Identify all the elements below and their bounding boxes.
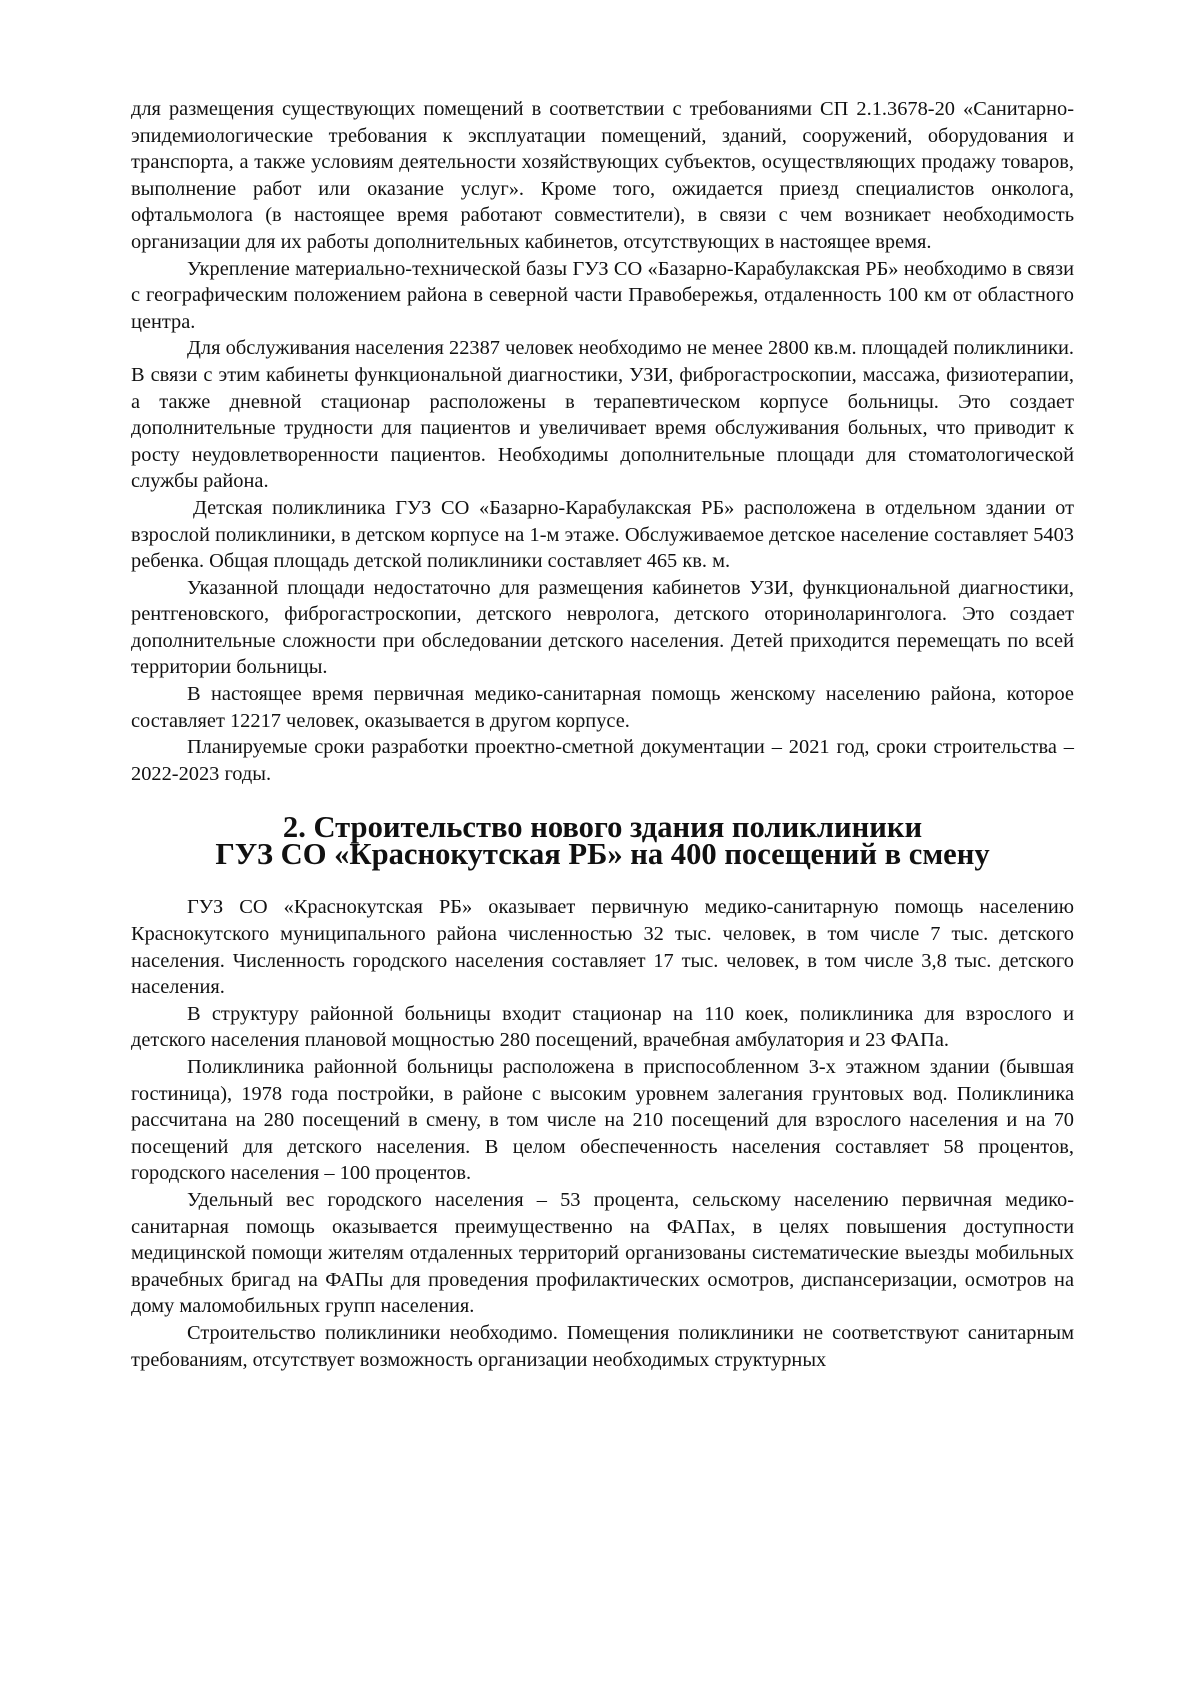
paragraph-clinic-building: Поликлиника районной больницы расположена в приспособленном 3-х этажном здании (бывшая гостиница), 1978 года постройки, в районе с высоким уровнем залегания грунтовых вод. Поликлиника рассчитана на 280 посещений в смену, в том числе на 210 посещений для взрослого населения и на 70 посещений для детского населения. В целом обеспеченность населения составляет 58 процентов, городского населения – 100 процентов. (131, 1056, 1074, 1185)
paragraph-children-clinic: Детская поликлиника ГУЗ СО «Базарно-Карабулакская РБ» расположена в отдельном здании от взрослой поликлиники, в детском корпусе на 1-м этаже. Обслуживаемое детское население составляет 5403 ребенка. Общая площадь детской поликлиники составляет 465 кв. м. (131, 496, 1074, 573)
section-spacer (131, 868, 1074, 894)
paragraph-area-insufficient: Указанной площади недостаточно для размещения кабинетов УЗИ, функциональной диагностики, рентгеновского, фиброгастроскопии, детского невролога, детского оториноларинголога. Это создает дополнительные сложности при обследовании детского населения. Детей приходится перемещать по всей территории больницы. (131, 576, 1074, 679)
paragraph-urban-share: Удельный вес городского населения – 53 процента, сельскому населению первичная медико-санитарная помощь оказывается преимущественно на ФАПах, в целях повышения доступности медицинской помощи жителям отдаленных территорий организованы систематические выезды мобильных врачебных бригад на ФАПы для проведения профилактических осмотров, диспансеризации, осмотров на дому маломобильных групп населения. (131, 1188, 1074, 1318)
section-heading-line-1: 2. Строительство нового здания поликлиники (282, 810, 923, 845)
paragraph-timeline: Планируемые сроки разработки проектно-сметной документации – 2021 год, сроки строительства – 2022-2023 годы. (131, 736, 1074, 785)
paragraph-population-service: Для обслуживания населения 22387 человек необходимо не менее 2800 кв.м. площадей поликлиники. В связи с этим кабинеты функциональной диагностики, УЗИ, фиброгастроскопии, массажа, физиотерапии, а также дневной стационар расположены в терапевтическом корпусе больницы. Это создает дополнительные трудности для пациентов и увеличивает время обслуживания больных, что приводит к росту неудовлетворенности пациентов. Необходимы дополнительные площади для стоматологической службы района. (131, 337, 1074, 493)
paragraph-construction-needed: Строительство поликлиники необходимо. Помещения поликлиники не соответствуют санитарным требованиям, отсутствует возможность организации необходимых структурных (131, 1321, 1074, 1371)
paragraph-hospital-structure: В структуру районной больницы входит стационар на 110 коек, поликлиника для взрослого и детского населения плановой мощностью 280 посещений, врачебная амбулатория и 23 ФАПа. (131, 1002, 1074, 1052)
paragraph-krasny-kut-overview: ГУЗ СО «Краснокутская РБ» оказывает первичную медико-санитарную помощь населению Краснокутского муниципального района численностью 32 тыс. человек, в том числе 7 тыс. детского населения. Численность городского населения составляет 17 тыс. человек, в том числе 3,8 тыс. детского населения. (131, 896, 1074, 999)
section-heading (131, 810, 1074, 872)
section-heading-line-2: ГУЗ СО «Краснокутская РБ» на 400 посещений в смену (215, 837, 990, 872)
paragraph-material-base: Укрепление материально-технической базы ГУЗ СО «Базарно-Карабулакская РБ» необходимо в связи с географическим положением района в северной части Правобережья, отдаленность 100 км от областного центра. (131, 257, 1074, 333)
paragraph-continuation: для размещения существующих помещений в соответствии с требованиями СП 2.1.3678-20 «Санитарно-эпидемиологические требования к эксплуатации помещений, зданий, сооружений, оборудования и транспорта, а также условиям деятельности хозяйствующих субъектов, осуществляющих продажу товаров, выполнение работ или оказание услуг». Кроме того, ожидается приезд специалистов онколога, офтальмолога (в настоящее время работают совместители), в связи с чем возникает необходимость организации для их работы дополнительных кабинетов, отсутствующих в настоящее время. (131, 98, 1074, 253)
document-page (131, 96, 1074, 1373)
paragraph-women-care: В настоящее время первичная медико-санитарная помощь женскому населению района, которое составляет 12217 человек, оказывается в другом корпусе. (131, 683, 1074, 732)
